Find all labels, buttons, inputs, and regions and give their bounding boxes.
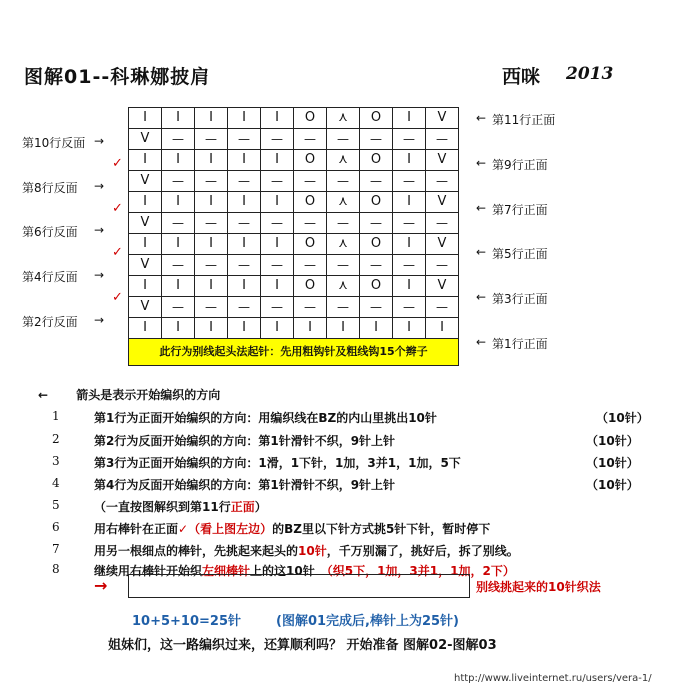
chart-cell: I (162, 318, 195, 339)
chart-row (129, 108, 459, 129)
chart-cell: — (261, 255, 294, 276)
step-6-pre: 用右棒针在正面 (94, 522, 179, 536)
chart-cell: I (228, 276, 261, 297)
chart-row (129, 255, 459, 276)
chart-cell: — (393, 171, 426, 192)
step-5-pre: （一直按图解织到第11行 (94, 500, 231, 514)
step-6-text (94, 520, 490, 537)
chart-cell: — (327, 297, 360, 318)
chart-row (129, 213, 459, 234)
chart-cell: — (393, 255, 426, 276)
chart-cell: I (195, 150, 228, 171)
chart-cell: I (426, 318, 459, 339)
chart-cell: I (393, 318, 426, 339)
chart-cell: I (228, 192, 261, 213)
chart-cell: — (426, 171, 459, 192)
step-text: 第1行为正面开始编织的方向：用编织线在BZ的内山里挑出10针 (94, 411, 437, 425)
chart-cell: I (195, 276, 228, 297)
chart-cell: I (261, 276, 294, 297)
step-7-text (94, 542, 519, 559)
chart-cell: I (393, 192, 426, 213)
chart-cell: O (294, 108, 327, 129)
chart-row (129, 192, 459, 213)
page-title: 图解01--科琳娜披肩 (24, 66, 211, 88)
chart-cell: — (360, 213, 393, 234)
knitting-chart (128, 107, 459, 366)
chart-cell: I (129, 276, 162, 297)
step-text: 第3行为正面开始编织的方向：1滑，1下针，1加，3并1，1加，5下 (94, 456, 461, 470)
arrow-right-icon: → (94, 313, 105, 327)
step-8-detail: （织5下，1加，3并1，1加，2下） (320, 564, 515, 578)
chart-cell: V (129, 129, 162, 150)
step-number: 7 (52, 542, 60, 556)
arrow-left-icon: ← (38, 388, 49, 402)
chart-cell: I (129, 150, 162, 171)
chart-cell: — (162, 297, 195, 318)
row-label-9: 第9行正面 (492, 158, 548, 172)
legend-text: 箭头是表示开始编织的方向 (76, 388, 221, 402)
chart-cell: I (261, 108, 294, 129)
chart-cell: I (393, 108, 426, 129)
chart-cell: — (294, 171, 327, 192)
check-icon: ✓ (178, 522, 189, 536)
row-label-8: 第8行反面 (22, 181, 78, 195)
chart-cell: — (162, 213, 195, 234)
step-6-post: 的BZ里以下针方式挑5针下针，暂时停下 (272, 522, 491, 536)
chart-cell: — (426, 255, 459, 276)
chart-cell: O (360, 276, 393, 297)
step-number: 4 (52, 476, 60, 490)
chart-cell: I (228, 150, 261, 171)
row-label-10: 第10行反面 (22, 136, 86, 150)
chart-cell: I (195, 192, 228, 213)
chart-cell: I (195, 108, 228, 129)
step-5-highlight: 正面 (230, 500, 255, 514)
chart-cell: I (162, 192, 195, 213)
step-count: （10针） (586, 434, 639, 448)
chart-cell: ⋏ (327, 234, 360, 255)
chart-cell: — (294, 213, 327, 234)
stitch-total: 10+5+10=25针 (132, 614, 241, 629)
chart-cell: V (426, 192, 459, 213)
row-label-11: 第11行正面 (492, 113, 556, 127)
chart-cell: V (129, 297, 162, 318)
check-icon: ✓ (112, 245, 123, 260)
chart-cell: — (327, 171, 360, 192)
closing-text: 姐妹们，这一路编织过来，还算顺利吗？ 开始准备 图解02-图解03 (108, 638, 497, 653)
chart-row (129, 297, 459, 318)
chart-cell: V (426, 234, 459, 255)
step-number: 1 (52, 409, 60, 423)
step-7-pre: 用另一根细点的棒针，先挑起来起头的 (94, 544, 299, 558)
chart-cell: I (228, 108, 261, 129)
chart-cell: — (426, 297, 459, 318)
chart-cell: — (426, 129, 459, 150)
chart-cell: — (162, 171, 195, 192)
chart-cell: — (360, 255, 393, 276)
arrow-left-icon: ← (476, 290, 487, 304)
source-url: http://www.liveinternet.ru/users/vera-1/ (454, 673, 652, 684)
chart-cell: O (294, 234, 327, 255)
row-label-1: 第1行正面 (492, 337, 548, 351)
chart-cell: — (228, 213, 261, 234)
chart-cell: — (393, 213, 426, 234)
chart-cell: — (261, 171, 294, 192)
step-8-pre: 继续用右棒针开始织 (94, 564, 203, 578)
chart-cell: I (228, 234, 261, 255)
chart-cell: — (426, 213, 459, 234)
chart-cell: — (261, 129, 294, 150)
row-label-6: 第6行反面 (22, 225, 78, 239)
chart-row (129, 129, 459, 150)
chart-cell: — (195, 171, 228, 192)
check-icon: ✓ (112, 156, 123, 171)
chart-cell: I (129, 318, 162, 339)
arrow-left-icon: ← (476, 111, 487, 125)
arrow-right-icon: → (94, 179, 105, 193)
chart-cell: — (360, 171, 393, 192)
chart-cell: I (393, 234, 426, 255)
step-number: 8 (52, 562, 60, 576)
step-number: 3 (52, 454, 60, 468)
chart-cell: — (228, 297, 261, 318)
chart-cell: I (162, 276, 195, 297)
chart-row (129, 150, 459, 171)
chart-cell: — (360, 297, 393, 318)
chart-row (129, 171, 459, 192)
chart-cell: V (426, 108, 459, 129)
chart-cell: I (195, 318, 228, 339)
arrow-right-icon: → (94, 576, 108, 595)
chart-cell: ⋏ (327, 108, 360, 129)
chart-cell: O (360, 150, 393, 171)
chart-cell: I (294, 318, 327, 339)
chart-cell: — (294, 297, 327, 318)
check-icon: ✓ (112, 201, 123, 216)
step-8-highlight: 左细棒针 (202, 564, 251, 578)
redbox-caption: 别线挑起来的10针织法 (476, 580, 601, 594)
step-count: （10针） (586, 456, 639, 470)
arrow-left-icon: ← (476, 201, 487, 215)
step-8-mid: 上的这10针 (250, 564, 315, 578)
chart-cell: I (261, 318, 294, 339)
chart-cell: — (195, 213, 228, 234)
chart-cell: I (360, 318, 393, 339)
row-label-3: 第3行正面 (492, 292, 548, 306)
chart-cell: — (195, 255, 228, 276)
chart-cell: — (228, 171, 261, 192)
chart-cell: O (360, 192, 393, 213)
chart-cell: I (261, 192, 294, 213)
chart-cell: V (129, 171, 162, 192)
chart-cell: O (360, 234, 393, 255)
chart-cell: I (129, 108, 162, 129)
chart-cell: — (261, 297, 294, 318)
step-text: 第2行为反面开始编织的方向：第1针滑针不织，9针上针 (94, 434, 396, 448)
chart-cell: ⋏ (327, 192, 360, 213)
stitch-total-note: (图解01完成后,棒针上为25针) (276, 614, 460, 629)
chart-cell: I (162, 108, 195, 129)
chart-cell: V (426, 276, 459, 297)
arrow-right-icon: → (94, 223, 105, 237)
chart-cell: — (261, 213, 294, 234)
chart-row (129, 234, 459, 255)
chart-cell: O (294, 192, 327, 213)
chart-cell: I (261, 234, 294, 255)
chart-cell: ⋏ (327, 276, 360, 297)
ten-stitch-box (128, 574, 470, 598)
row-label-2: 第2行反面 (22, 315, 78, 329)
chart-cell: V (129, 255, 162, 276)
row-label-5: 第5行正面 (492, 247, 548, 261)
chart-cell: V (129, 213, 162, 234)
chart-cell: I (129, 192, 162, 213)
chart-cell: — (294, 255, 327, 276)
step-7-highlight: 10针 (298, 544, 327, 558)
step-count: （10针） (596, 411, 649, 425)
chart-cell: — (393, 297, 426, 318)
chart-cell: O (294, 150, 327, 171)
chart-cell: O (294, 276, 327, 297)
chart-cell: V (426, 150, 459, 171)
chart-cell: — (228, 129, 261, 150)
chart-cell: — (228, 255, 261, 276)
chart-cell: — (195, 129, 228, 150)
step-number: 5 (52, 498, 60, 512)
check-icon: ✓ (112, 290, 123, 305)
chart-cell: I (129, 234, 162, 255)
chart-cell: ⋏ (327, 150, 360, 171)
chart-row (129, 318, 459, 339)
step-number: 6 (52, 520, 60, 534)
arrow-left-icon: ← (476, 156, 487, 170)
step-text: 第4行为反面开始编织的方向：第1针滑针不织，9针上针 (94, 478, 396, 492)
chart-cell: I (162, 234, 195, 255)
step-5-post: ） (254, 500, 267, 514)
chart-cell: O (360, 108, 393, 129)
step-count: （10针） (586, 478, 639, 492)
chart-cell: I (261, 150, 294, 171)
chart-cell: — (195, 297, 228, 318)
author-name: 西咪 (502, 66, 541, 88)
arrow-left-icon: ← (476, 335, 487, 349)
chart-cell: — (294, 129, 327, 150)
step-6-highlight: （看上图左边） (188, 522, 273, 536)
chart-cell: — (360, 129, 393, 150)
step-7-post: ，千万别漏了，挑好后，拆了别线。 (326, 544, 519, 558)
chart-cell: — (327, 255, 360, 276)
cast-on-bar: 此行为别线起头法起针：先用粗钩针及粗线钩15个辫子 (129, 339, 459, 366)
chart-row (129, 339, 459, 366)
chart-cell: — (162, 255, 195, 276)
row-label-7: 第7行正面 (492, 203, 548, 217)
chart-cell: — (327, 129, 360, 150)
arrow-right-icon: → (94, 134, 105, 148)
chart-cell: I (393, 150, 426, 171)
chart-cell: — (393, 129, 426, 150)
arrow-left-icon: ← (476, 245, 487, 259)
chart-cell: I (327, 318, 360, 339)
step-5-text (94, 498, 267, 515)
year-label: 2013 (566, 64, 614, 84)
chart-cell: — (327, 213, 360, 234)
legend (38, 386, 220, 403)
chart-cell: I (228, 318, 261, 339)
chart-cell: I (195, 234, 228, 255)
arrow-right-icon: → (94, 268, 105, 282)
chart-cell: I (393, 276, 426, 297)
row-label-4: 第4行反面 (22, 270, 78, 284)
chart-cell: I (162, 150, 195, 171)
chart-row (129, 276, 459, 297)
step-number: 2 (52, 432, 60, 446)
chart-cell: — (162, 129, 195, 150)
